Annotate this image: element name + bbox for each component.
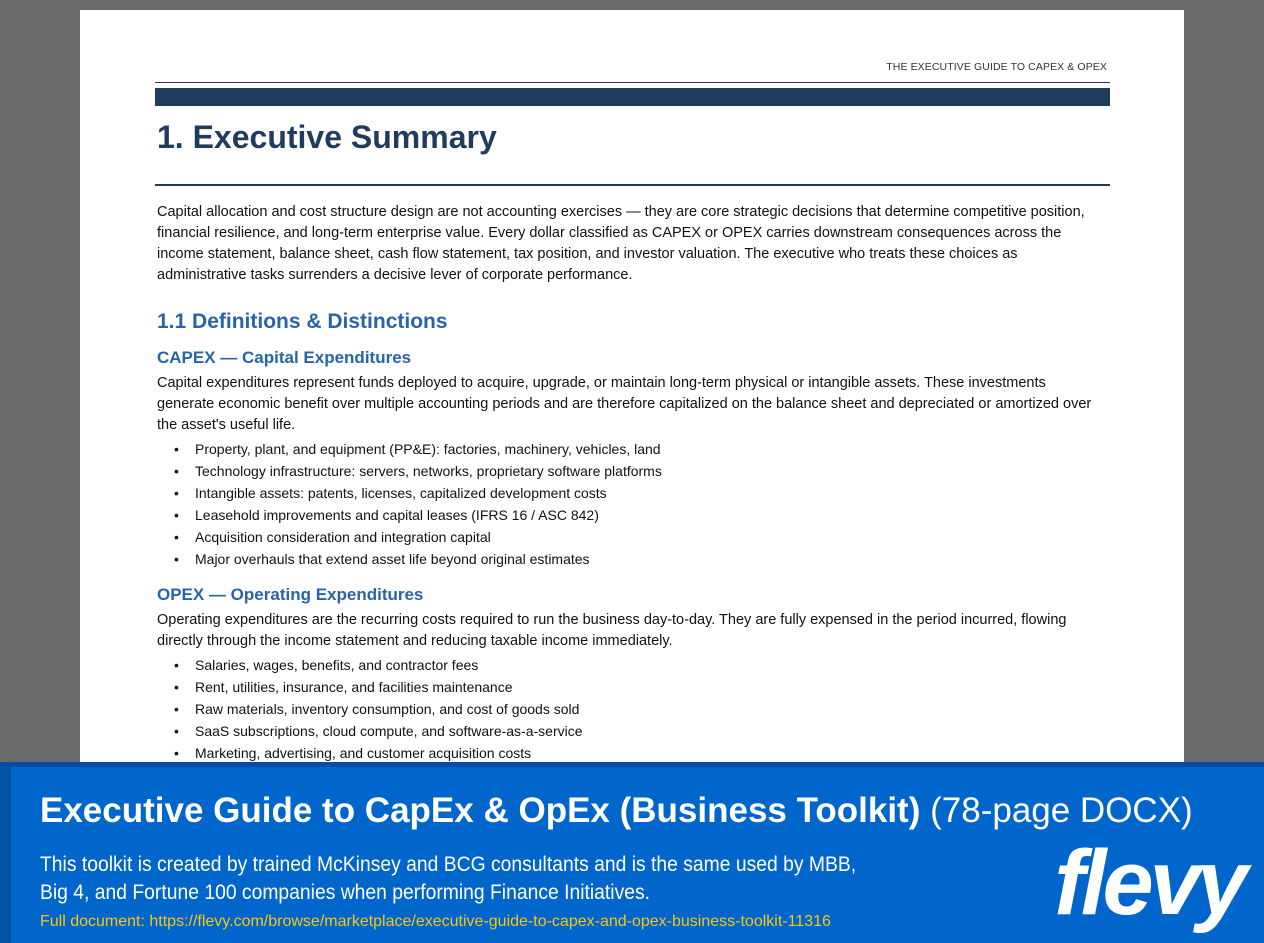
bullet-icon: • — [174, 463, 179, 479]
list-item: • Major overhauls that extend asset life beyond original estimates — [157, 548, 1107, 570]
list-item: • Acquisition consideration and integration capital — [157, 526, 1107, 548]
banner-title-format: (78-page DOCX) — [930, 791, 1193, 830]
bullet-icon: • — [174, 441, 179, 457]
opex-list — [157, 654, 1107, 764]
list-item: • Rent, utilities, insurance, and facilities maintenance — [157, 676, 1107, 698]
list-item: • Salaries, wages, benefits, and contractor fees — [157, 654, 1107, 676]
header-rule — [155, 82, 1110, 83]
promo-banner — [0, 762, 1264, 943]
list-item: • Raw materials, inventory consumption, and cost of goods sold — [157, 698, 1107, 720]
capex-list — [157, 438, 1107, 570]
banner-description-line1: This toolkit is created by trained McKinsey and BCG consultants and is the same used by MBB, — [40, 853, 857, 876]
banner-description — [40, 851, 868, 907]
running-header: THE EXECUTIVE GUIDE TO CAPEX & OPEX — [886, 61, 1107, 73]
subsection-title: 1.1 Definitions & Distinctions — [157, 310, 448, 333]
bullet-icon: • — [174, 701, 179, 717]
opex-paragraph: Operating expenditures are the recurring costs required to run the business day-to-day. They are fully expensed in the period incurred, flowing directly through the income statement and reducing taxable income immediately. — [157, 612, 1067, 649]
bullet-icon: • — [174, 723, 179, 739]
header-band — [155, 88, 1110, 106]
list-item: • Marketing, advertising, and customer acquisition costs — [157, 742, 1107, 764]
intro-paragraph: Capital allocation and cost structure design are not accounting exercises — they are core strategic decisions that determine competitive position, financial resilience, and long-term enterprise value. Every dollar classified as CAPEX or OPEX carries downstream consequences across the income statement, balance sheet, cash flow statement, tax position, and investor valuation. The executive who treats these choices as administrative tasks surrenders a decisive lever of corporate performance. — [157, 204, 1085, 283]
title-rule — [155, 184, 1110, 186]
list-item: • Intangible assets: patents, licenses, capitalized development costs — [157, 482, 1107, 504]
document-body — [157, 202, 1107, 764]
flevy-logo: flevy — [1054, 832, 1244, 934]
bullet-icon: • — [174, 485, 179, 501]
section-title: 1. Executive Summary — [157, 119, 497, 155]
capex-heading: CAPEX — Capital Expenditures — [157, 348, 412, 367]
capex-paragraph: Capital expenditures represent funds deployed to acquire, upgrade, or maintain long-term physical or intangible assets. These investments generate economic benefit over multiple accounting periods and are therefore capitalized on the balance sheet and depreciated or amortized over the asset's useful life. — [157, 375, 1092, 433]
list-item: • Technology infrastructure: servers, networks, proprietary software platforms — [157, 460, 1107, 482]
bullet-icon: • — [174, 657, 179, 673]
banner-description-line2: Big 4, and Fortune 100 companies when performing Finance Initiatives. — [40, 881, 651, 904]
bullet-icon: • — [174, 507, 179, 523]
document-page — [80, 10, 1184, 770]
banner-title — [40, 791, 1193, 831]
bullet-icon: • — [174, 529, 179, 545]
full-document-link[interactable]: Full document: https://flevy.com/browse/marketplace/executive-guide-to-capex-and-opex-business-toolkit-11316 — [40, 913, 831, 930]
bullet-icon: • — [174, 745, 179, 761]
banner-accent-bar — [0, 767, 11, 943]
list-item: • Leasehold improvements and capital leases (IFRS 16 / ASC 842) — [157, 504, 1107, 526]
bullet-icon: • — [174, 679, 179, 695]
list-item: • Property, plant, and equipment (PP&E): factories, machinery, vehicles, land — [157, 438, 1107, 460]
opex-heading: OPEX — Operating Expenditures — [157, 585, 424, 604]
list-item: • SaaS subscriptions, cloud compute, and software-as-a-service — [157, 720, 1107, 742]
bullet-icon: • — [174, 551, 179, 567]
banner-title-main: Executive Guide to CapEx & OpEx (Business Toolkit) — [40, 791, 921, 830]
